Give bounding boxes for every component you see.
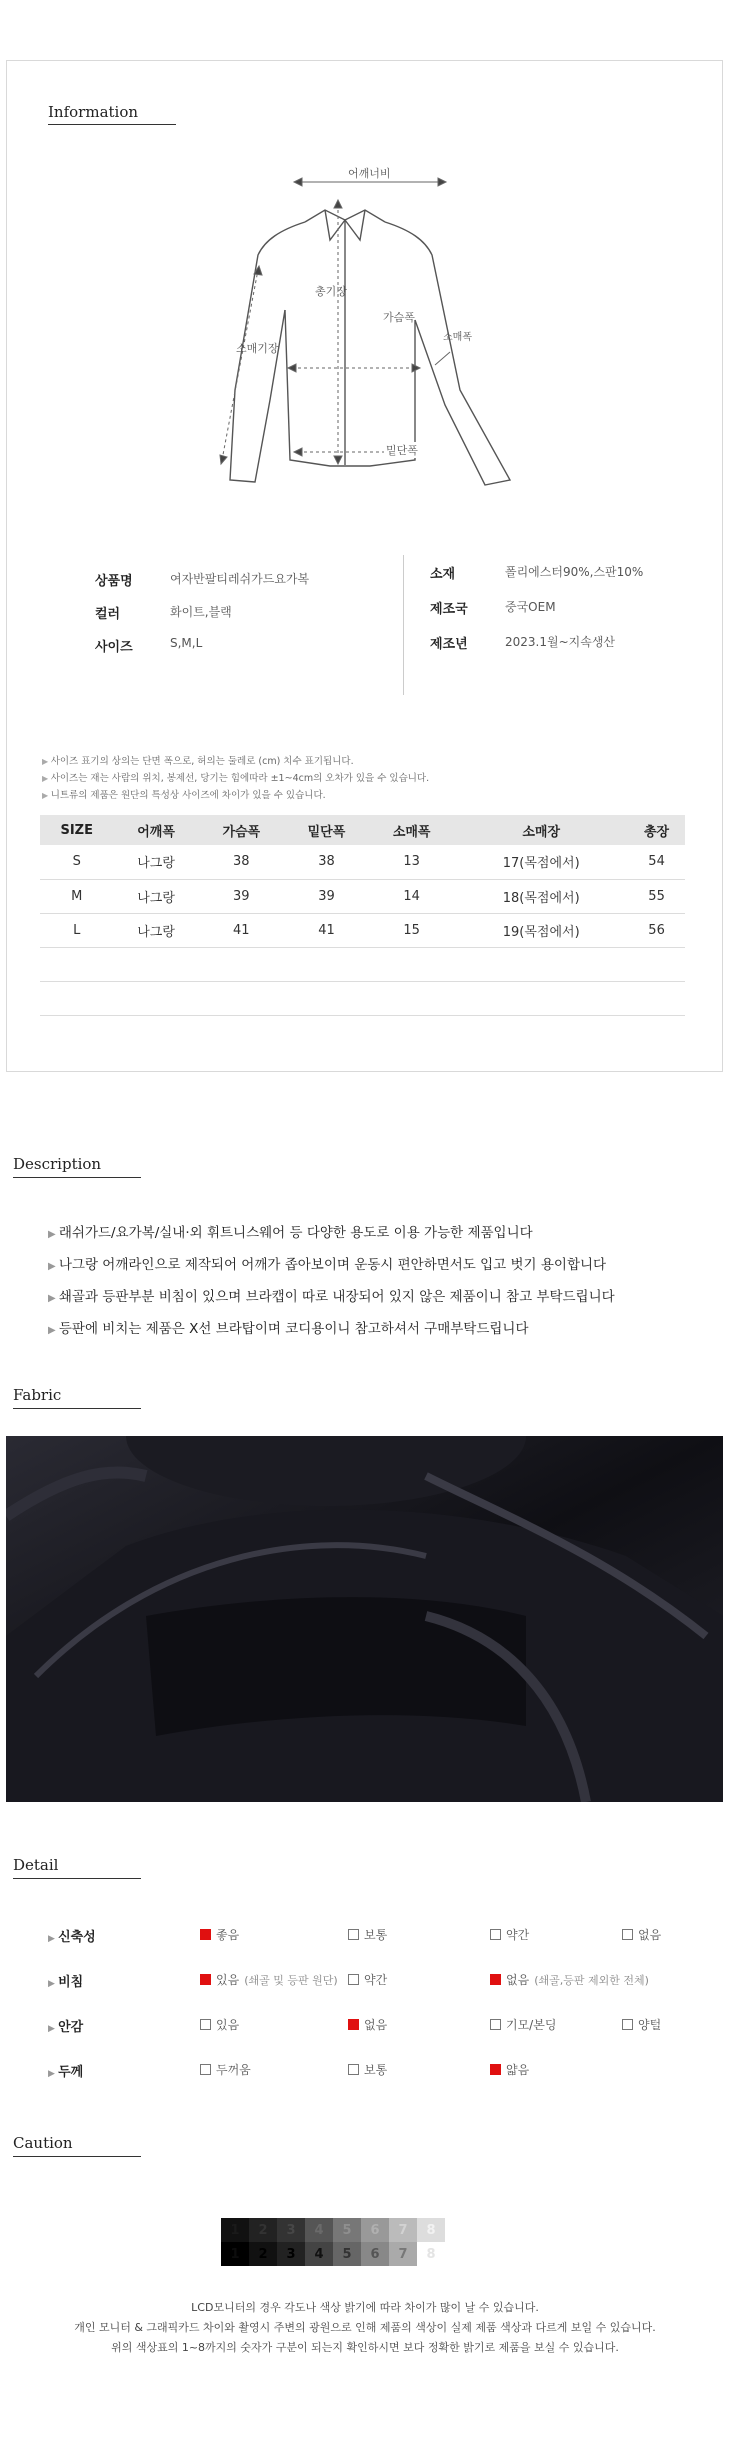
spec-row-size: [95, 636, 375, 669]
checkbox: [348, 1974, 359, 1985]
option-label: 있음: [216, 1973, 240, 1987]
col-length: 총장: [628, 815, 685, 845]
spec-value: 화이트,블랙: [170, 605, 232, 619]
checkbox: [200, 1974, 211, 1985]
detail-option: [622, 2016, 661, 2033]
table-cell: 38: [284, 845, 369, 879]
fabric-closeup-image: [6, 1436, 723, 1802]
caution-line: 개인 모니터 & 그래픽카드 차이와 촬영시 주변의 광원으로 인해 제품의 색상이 실제 제품 색상과 다르게 보일 수 있습니다.: [74, 2321, 656, 2334]
option-sub: (쇄골 및 등판 원단): [244, 1973, 338, 1987]
information-title: Information: [48, 103, 139, 121]
option-sub: (쇄골,등판 제외한 전체): [534, 1973, 649, 1987]
spec-row-material: [430, 563, 700, 598]
description-item: ▶ 쇄골과 등판부분 비침이 있으며 브라캡이 따로 내장되어 있지 않은 제품이니 참고 부탁드립니다: [48, 1282, 615, 1314]
option-label: 보통: [364, 1928, 388, 1942]
col-hem: 밑단폭: [284, 815, 369, 845]
detail-title: Detail: [13, 1856, 59, 1874]
spec-row-year: [430, 633, 700, 668]
spec-label: 제조년: [430, 637, 468, 652]
table-row: [40, 879, 685, 913]
description-item: ▶ 래쉬가드/요가복/실내·외 휘트니스웨어 등 다양한 용도로 이용 가능한 제품입니다: [48, 1218, 615, 1250]
detail-underline: [13, 1878, 141, 1879]
spec-value: 2023.1월~지속생산: [505, 635, 616, 649]
label-length: 총기장: [315, 285, 347, 298]
swatch: 4: [305, 2242, 333, 2266]
detail-option: [200, 1926, 239, 1943]
checkbox: [622, 2019, 633, 2030]
table-cell: S: [40, 845, 114, 879]
checkbox: [490, 2064, 501, 2075]
table-cell: 나그랑: [114, 845, 199, 879]
specs-right: [430, 563, 700, 668]
option-label: 있음: [216, 2018, 240, 2032]
caution-underline: [13, 2156, 141, 2157]
swatch: 5: [333, 2218, 361, 2242]
swatch: 8: [417, 2242, 445, 2266]
detail-option: [490, 2061, 529, 2078]
brightness-chart: [221, 2218, 445, 2266]
size-note: ▶ 사이즈는 재는 사람의 위치, 봉제선, 당기는 힘에따라 ±1~4cm의 오차가 있을 수 있습니다.: [42, 770, 429, 787]
spec-row-country: [430, 598, 700, 633]
caution-notes: [0, 2298, 730, 2358]
detail-label-sheer: ▶ 비침: [48, 1971, 83, 1990]
brightness-row-bottom: [221, 2242, 445, 2266]
option-label: 없음: [364, 2018, 388, 2032]
table-cell: 15: [369, 913, 454, 947]
swatch: 5: [333, 2242, 361, 2266]
description-item: ▶ 등판에 비치는 제품은 X선 브라탑이며 코디용이니 참고하셔서 구매부탁드립니다: [48, 1314, 615, 1346]
spec-label: 제조국: [430, 602, 468, 617]
detail-option: [348, 2061, 387, 2078]
caution-line: 위의 색상표의 1~8까지의 숫자가 구분이 되는지 확인하시면 보다 정확한 밝기로 제품을 보실 수 있습니다.: [111, 2341, 619, 2354]
table-cell: 18(목점에서): [454, 879, 628, 913]
garment-size-diagram: [210, 160, 530, 490]
col-sleeve-width: 소매폭: [369, 815, 454, 845]
label-shoulder: 어깨너비: [345, 165, 394, 181]
table-cell: 41: [199, 913, 284, 947]
label-sleeve-width: 소매폭: [443, 332, 472, 343]
fabric-title: Fabric: [13, 1386, 62, 1404]
size-table-header: [40, 815, 685, 845]
option-label: 양털: [638, 2018, 662, 2032]
swatch: 3: [277, 2218, 305, 2242]
checkbox: [622, 1929, 633, 1940]
detail-option: [490, 1971, 649, 1988]
spec-row-name: [95, 570, 375, 603]
size-note: ▶ 니트류의 제품은 원단의 특성상 사이즈에 차이가 있을 수 있습니다.: [42, 787, 429, 804]
option-label: 얇음: [506, 2063, 530, 2077]
swatch: 2: [249, 2218, 277, 2242]
size-note: ▶ 사이즈 표기의 상의는 단면 폭으로, 허의는 둘레로 (cm) 치수 표기됩니다.: [42, 753, 429, 770]
option-label: 보통: [364, 2063, 388, 2077]
detail-label-lining: ▶ 안감: [48, 2016, 83, 2035]
specs-left: [95, 570, 375, 669]
description-item: ▶ 나그랑 어깨라인으로 제작되어 어깨가 좁아보이며 운동시 편안하면서도 입고 벗기 용이합니다: [48, 1250, 615, 1282]
col-chest: 가슴폭: [199, 815, 284, 845]
detail-label-thickness: ▶ 두께: [48, 2061, 83, 2080]
detail-option: [200, 1971, 338, 1988]
option-label: 없음: [506, 1973, 530, 1987]
detail-option: [348, 2016, 387, 2033]
swatch: 7: [389, 2218, 417, 2242]
description-underline: [13, 1177, 141, 1178]
swatch: 6: [361, 2242, 389, 2266]
option-label: 없음: [638, 1928, 662, 1942]
detail-option: [490, 2016, 556, 2033]
option-label: 두꺼움: [216, 2063, 251, 2077]
table-cell: 56: [628, 913, 685, 947]
option-label: 기모/본딩: [506, 2018, 557, 2032]
caution-line: LCD모니터의 경우 각도나 색상 밝기에 따라 차이가 많이 날 수 있습니다.: [191, 2301, 539, 2314]
size-notes: [42, 753, 429, 804]
swatch: 1: [221, 2242, 249, 2266]
table-cell: 39: [199, 879, 284, 913]
table-row: [40, 913, 685, 947]
table-cell: M: [40, 879, 114, 913]
checkbox: [348, 1929, 359, 1940]
caution-title: Caution: [13, 2134, 73, 2152]
checkbox: [200, 1929, 211, 1940]
table-cell: 39: [284, 879, 369, 913]
checkbox: [200, 2019, 211, 2030]
spec-label: 소재: [430, 567, 456, 582]
spec-row-color: [95, 603, 375, 636]
checkbox: [348, 2064, 359, 2075]
table-cell: 17(목점에서): [454, 845, 628, 879]
label-hem: 밑단폭: [386, 444, 418, 457]
table-cell: 55: [628, 879, 685, 913]
information-underline: [48, 124, 176, 125]
table-cell: 나그랑: [114, 913, 199, 947]
swatch: 4: [305, 2218, 333, 2242]
table-row-empty: [40, 947, 685, 981]
table-cell: 13: [369, 845, 454, 879]
spec-value: 폴리에스터90%,스판10%: [505, 565, 644, 579]
table-cell: 14: [369, 879, 454, 913]
description-list: [48, 1218, 615, 1346]
fabric-photo: [6, 1436, 723, 1802]
table-cell: 19(목점에서): [454, 913, 628, 947]
option-label: 약간: [364, 1973, 388, 1987]
swatch: 3: [277, 2242, 305, 2266]
checkbox: [490, 1974, 501, 1985]
spec-label: 사이즈: [95, 640, 133, 655]
spec-value: 중국OEM: [505, 600, 556, 614]
table-cell: 54: [628, 845, 685, 879]
fabric-underline: [13, 1408, 141, 1409]
checkbox: [348, 2019, 359, 2030]
table-cell: 38: [199, 845, 284, 879]
table-cell: 나그랑: [114, 879, 199, 913]
swatch: 7: [389, 2242, 417, 2266]
detail-option: [200, 2016, 239, 2033]
brightness-row-top: [221, 2218, 445, 2242]
checkbox: [490, 2019, 501, 2030]
col-size: SIZE: [40, 815, 114, 845]
detail-option: [200, 2061, 251, 2078]
label-chest: 가슴폭: [383, 311, 415, 324]
detail-option: [622, 1926, 661, 1943]
spec-label: 상품명: [95, 574, 133, 589]
spec-value: S,M,L: [170, 636, 203, 650]
detail-option: [348, 1971, 387, 1988]
label-sleeve-length: 소매기장: [236, 342, 279, 355]
detail-label-stretch: ▶ 신축성: [48, 1926, 96, 1945]
size-table: [40, 815, 685, 1016]
detail-option: [490, 1926, 529, 1943]
table-cell: 41: [284, 913, 369, 947]
table-cell: L: [40, 913, 114, 947]
spec-value: 여자반팔티레쉬가드요가복: [170, 572, 310, 586]
checkbox: [490, 1929, 501, 1940]
swatch: 8: [417, 2218, 445, 2242]
col-shoulder: 어깨폭: [114, 815, 199, 845]
checkbox: [200, 2064, 211, 2075]
option-label: 좋음: [216, 1928, 240, 1942]
swatch: 6: [361, 2218, 389, 2242]
detail-option: [348, 1926, 387, 1943]
spec-label: 컬러: [95, 607, 121, 622]
col-sleeve-length: 소매장: [454, 815, 628, 845]
option-label: 약간: [506, 1928, 530, 1942]
table-row-empty: [40, 981, 685, 1015]
spec-divider: [403, 555, 404, 695]
swatch: 1: [221, 2218, 249, 2242]
table-row: [40, 845, 685, 879]
description-title: Description: [13, 1155, 102, 1173]
swatch: 2: [249, 2242, 277, 2266]
